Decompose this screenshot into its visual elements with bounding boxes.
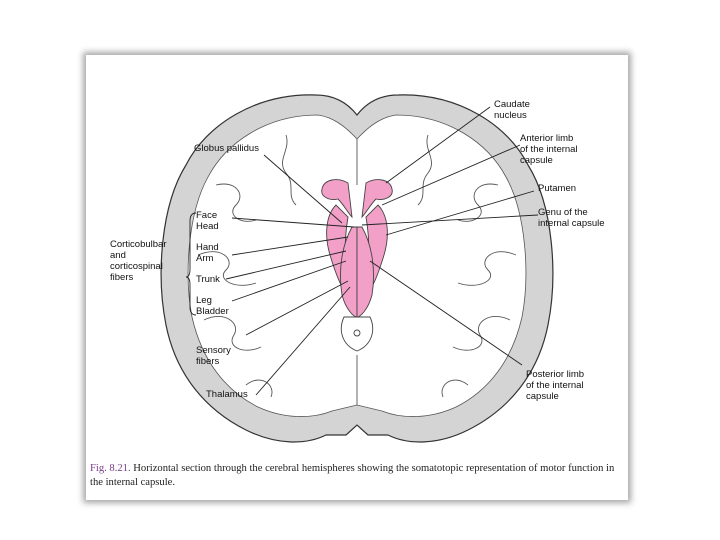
caption-label: Fig. 8.21.	[90, 463, 131, 474]
figure-caption	[90, 462, 620, 489]
label-genu: Genu of the internal capsule	[538, 207, 605, 229]
label-trunk: Trunk	[196, 274, 220, 285]
label-leg-bladder: Leg Bladder	[196, 295, 229, 317]
label-globus-pallidus: Globus pallidus	[194, 143, 259, 154]
label-sensory-fibers: Sensory fibers	[196, 345, 231, 367]
cerebral-aqueduct	[354, 330, 360, 336]
label-face-head: Face Head	[196, 210, 219, 232]
label-posterior-limb: Posterior limb of the internal capsule	[526, 369, 585, 402]
label-thalamus: Thalamus	[206, 389, 248, 400]
figure-card	[86, 55, 628, 500]
label-hand-arm: Hand Arm	[196, 242, 219, 264]
label-anterior-limb: Anterior limb of the internal capsule	[520, 133, 578, 166]
label-putamen: Putamen	[538, 183, 577, 194]
label-corticobulbar: Corticobulbar and corticospinal fibers	[110, 239, 167, 283]
label-caudate-nucleus: Caudate nucleus	[494, 99, 530, 121]
caption-text: Horizontal section through the cerebral hemispheres showing the somatotopic representation of motor function in the internal capsule.	[90, 463, 615, 488]
